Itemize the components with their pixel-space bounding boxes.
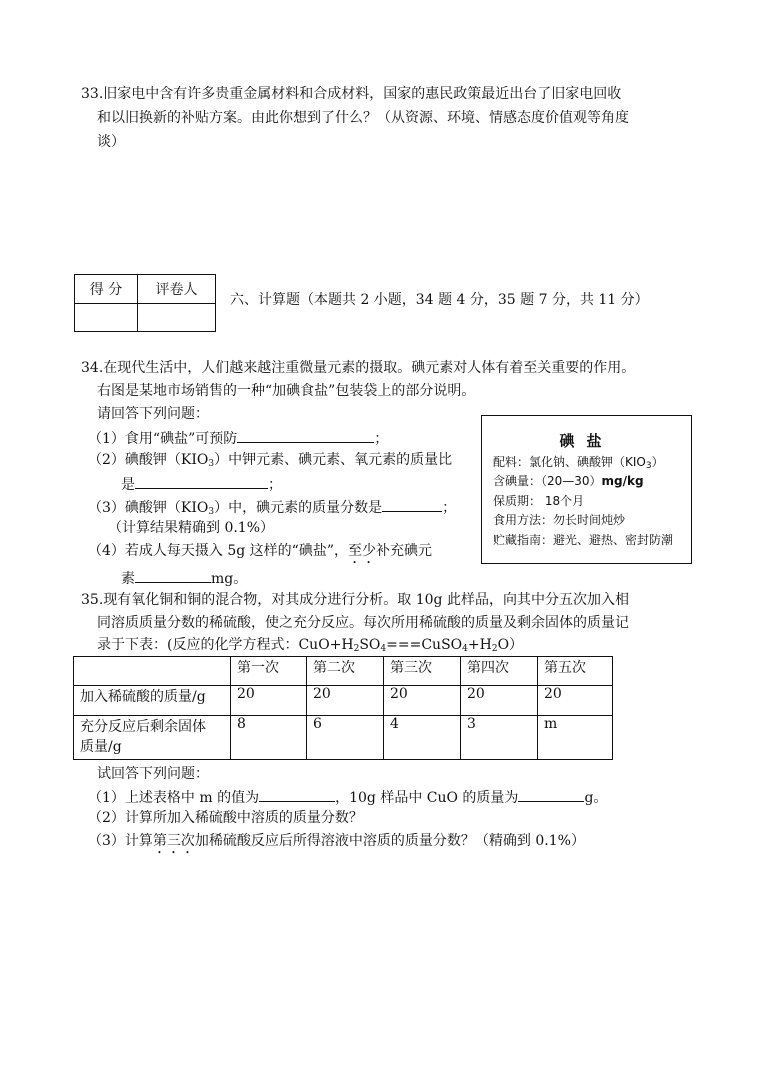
q34-part-3-note: （计算结果精确到 0.1%） [108,520,275,536]
q34-part-1: （1）食用“碘盐”可预防 ； [88,427,388,449]
q35-line-1: 35.现有氧化铜和铜的混合物，对其成分进行分析。取 10g 此样品，向其中分五次加入相 [81,592,629,608]
salt-label-title: 碘盐 [559,432,614,450]
q35-line-2: 同溶质质量分数的稀硫酸，使之充分反应。每次所用稀硫酸的质量及剩余固体的质量记 [97,615,629,631]
q35-sub-3: （3）计算第三次加稀硫酸反应后所得溶液中溶质的质量分数？（精确到 0.1%） [88,833,585,849]
salt-label-usage: 食用方法：勿长时间炖炒 [493,513,626,527]
answer-blank-1[interactable] [237,427,374,443]
q34-line-3: 请回答下列问题： [97,406,209,422]
table-cell: 6 [307,716,384,760]
answer-blank-3[interactable] [382,496,442,512]
grader-label: 评卷人 [138,275,216,304]
q34-part-4-cont: 素 mg。 [121,567,247,589]
table-cell: 充分反应后剩余固体 质量/g [74,716,231,760]
answer-blank-6[interactable] [518,786,584,802]
q34-part-2-cont: 是 ； [121,473,282,495]
table-header-cell: 第四次 [461,657,538,686]
salt-label-box [481,415,692,564]
answer-blank-2[interactable] [135,473,268,489]
q35-sub-2: （2）计算所加入稀硫酸中溶质的质量分数？ [88,810,363,826]
table-header-cell: 第二次 [307,657,384,686]
salt-label-shelf-life: 保质期： 18个月 [493,494,585,508]
table-cell: m [538,716,613,760]
q34-part-4: （4）若成人每天摄入 5g 这样的“碘盐”，至少补充碘元 [88,543,432,559]
table-cell: 20 [231,686,307,716]
q34-part-2: （2）碘酸钾$(KIO_3)$中钾元素、碘元素、氧元素的质量比 [88,452,453,469]
table-header-cell: 第三次 [384,657,461,686]
table-cell: 8 [231,716,307,760]
grader-cell[interactable] [138,304,216,332]
section-6-title: 六、计算题（本题共 2 小题，34 题 4 分，35 题 7 分，共 11 分） [230,292,649,308]
table-header-row [74,657,613,686]
table-header-cell: 第一次 [231,657,307,686]
q34-line-1: 34.在现代生活中，人们越来越注重微量元素的摄取。碘元素对人体有着至关重要的作用。 [81,360,636,376]
table-cell: 20 [384,686,461,716]
table-header-cell: 第五次 [538,657,613,686]
q33-line-1: 33.旧家电中含有许多贵重金属材料和合成材料，国家的惠民政策最近出台了旧家电回收 [81,86,622,102]
table-cell: 20 [461,686,538,716]
q34-line-2: 右图是某地市场销售的一种“加碘食盐”包装袋上的部分说明。 [97,383,476,399]
table-header-cell [74,657,231,686]
salt-label-iodine: 含碘量：（20—30）mg/kg [493,474,644,488]
q33-line-2: 和以旧换新的补贴方案。由此你想到了什么？（从资源、环境、情感态度价值观等角度 [97,110,629,126]
table-row [74,716,613,760]
answer-blank-4[interactable] [135,567,211,583]
salt-label-ingredients: 配料：氯化钠、碘酸钾$(KIO_3)$ [493,455,664,471]
q33-line-3: 谈） [97,134,125,150]
data-table [73,656,613,760]
score-cell[interactable] [75,304,138,332]
table-cell: 3 [461,716,538,760]
table-cell: 加入稀硫酸的质量/g [74,686,231,716]
table-cell: 20 [307,686,384,716]
salt-label-storage: 贮藏指南：避光、避热、密封防潮 [493,533,674,547]
table-row [74,686,613,716]
score-label: 得 分 [75,275,138,304]
q35-sub-1: （1）上述表格中 m 的值为 ，10g 样品中 CuO 的质量为 g。 [88,786,607,808]
table-cell: 20 [538,686,613,716]
q35-line-3: 录于下表：(反应的化学方程式：$CuO+H_2SO_4===CuSO_4+H_2O$） [97,637,524,654]
answer-blank-5[interactable] [259,786,335,802]
score-table [74,274,216,332]
table-cell: 4 [384,716,461,760]
q35-ask: 试回答下列问题： [97,766,209,782]
q34-part-3: （3）碘酸钾$(KIO_3)$中，碘元素的质量分数是 ； [88,496,456,522]
